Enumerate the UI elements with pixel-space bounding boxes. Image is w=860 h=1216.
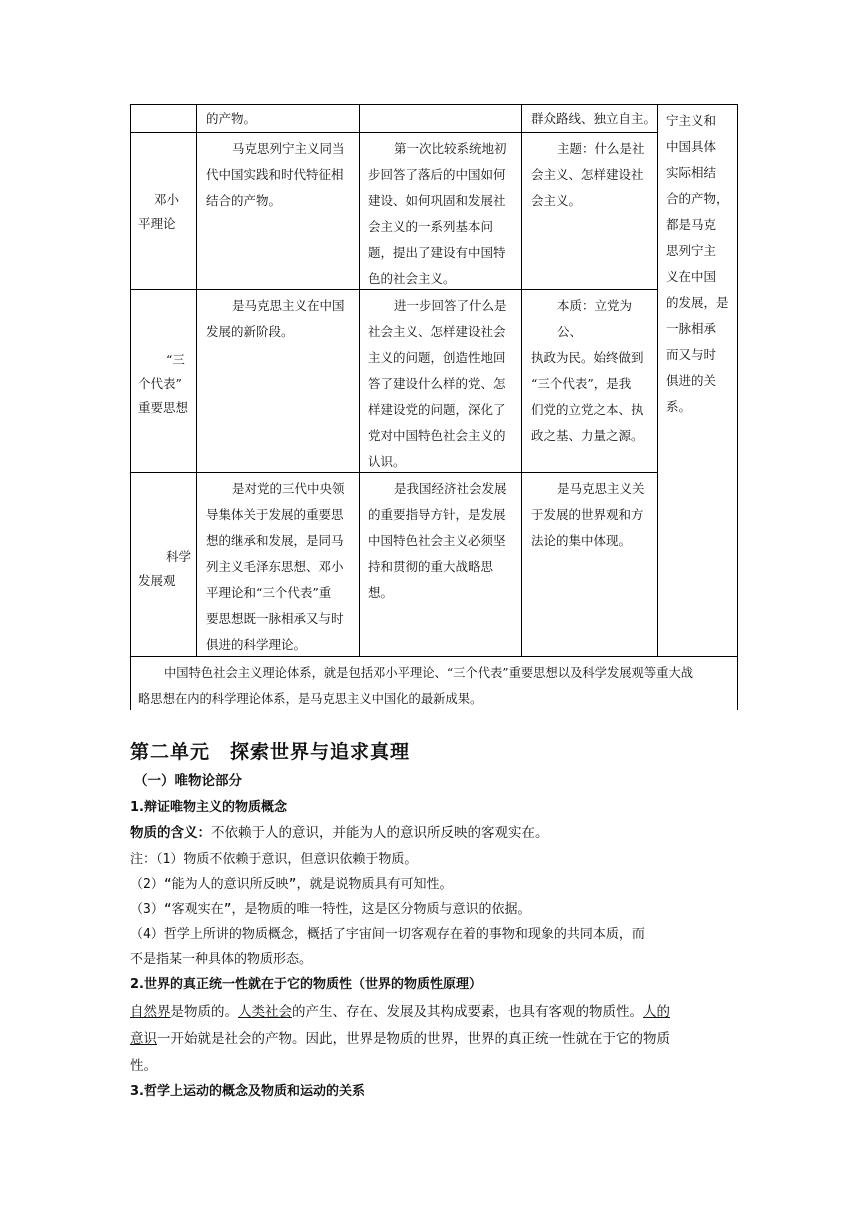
row2-col1: 是马克思主义在中国 发展的新阶段。: [206, 298, 345, 339]
row1-col1: 马克思列宁主义同当 代中国实践和时代特征相 结合的产物。: [206, 141, 345, 208]
note-line: （3）“客观实在”，是物质的唯一特性，这是区分物质与意识的依据。: [130, 902, 531, 917]
row3-col3: 是马克思主义关 于发展的世界观和方 法论的集中体现。: [531, 481, 645, 548]
row-label-three-represents: “三 个代表” 重要思想: [138, 352, 189, 415]
item1-title: 1.辩证唯物主义的物质概念: [130, 800, 287, 815]
note-line: （2）“能为人的意识所反映”，就是说物质具有可知性。: [130, 877, 453, 892]
item2-paragraph-line3: 性。: [130, 1058, 157, 1074]
unit-title: 第二单元 探索世界与追求真理: [130, 741, 411, 763]
row-label-scientific-outlook: 科学 发展观: [138, 549, 192, 588]
row3-col2: 是我国经济社会发展 的重要指导方针，是发展 中国特色社会主义必须坚 持和贯彻的重大战略思 想。: [368, 481, 507, 600]
note-line: 不是指某一种具体的物质形态。: [130, 952, 313, 967]
last-column: 宁主义和 中国具体 实际相结 合的产物， 都是马克 思列宁主 义在中国 的发展，是 一脉相承 而又与时 俱进的关 系。: [666, 113, 729, 414]
row0-col3: 群众路线、独立自主。: [531, 111, 657, 126]
row2-col2: 进一步回答了什么是 社会主义、怎样建设社会 主义的问题，创造性地回 答了建设什么样的党、怎 样建设党的问题，深化了 党对中国特色社会主义的 认识。: [368, 298, 507, 469]
row2-col3: 本质：立党为公、 执政为民。始终做到 “三个代表”，是我 们党的立党之本、执 政之基、力量之源。: [531, 298, 644, 443]
row1-col2: 第一次比较系统地初 步回答了落后的中国如何 建设、如何巩固和发展社 会主义的一系列基本问 题，提出了建设有中国特 色的社会主义。: [368, 141, 507, 286]
row-label-deng: 邓小 平理论: [138, 192, 180, 231]
note-line: 注：（1）物质不依赖于意识，但意识依赖于物质。: [130, 852, 418, 867]
item2-paragraph-line2: 意识一开始就是社会的产物。因此，世界是物质的世界，世界的真正统一性就在于它的物质: [130, 1031, 670, 1047]
item1-definition: [130, 821, 549, 841]
definition-label: 物质的含义：: [130, 825, 211, 841]
theory-table: [130, 104, 738, 710]
table-summary: 中国特色社会主义理论体系，就是包括邓小平理论、“三个代表”重要思想以及科学发展观等重大战 略思想在内的科学理论体系，是马克思主义中国化的最新成果。: [138, 666, 694, 706]
item3-title: 3.哲学上运动的概念及物质和运动的关系: [130, 1084, 365, 1099]
row1-col3: 主题：什么是社 会主义、怎样建设社 会主义。: [531, 141, 645, 208]
item2-title: 2.世界的真正统一性就在于它的物质性（世界的物质性原理）: [130, 977, 482, 992]
section-heading: （一）唯物论部分: [134, 773, 242, 789]
row0-col1: 的产物。: [206, 111, 257, 126]
definition-text: 不依赖于人的意识，并能为人的意识所反映的客观实在。: [211, 825, 549, 841]
item2-paragraph-line1: 自然界是物质的。人类社会的产生、存在、发展及其构成要素，也具有客观的物质性。人的: [130, 1004, 670, 1020]
note-line: （4）哲学上所讲的物质概念，概括了宇宙间一切客观存在着的事物和现象的共同本质，而: [130, 927, 645, 942]
row3-col1: 是对党的三代中央领 导集体关于发展的重要思 想的继承和发展，是同马 列主义毛泽东思想、邓小 平理论和“三个代表”重 要思想既一脉相承又与时 俱进的科学理论。: [206, 481, 345, 652]
